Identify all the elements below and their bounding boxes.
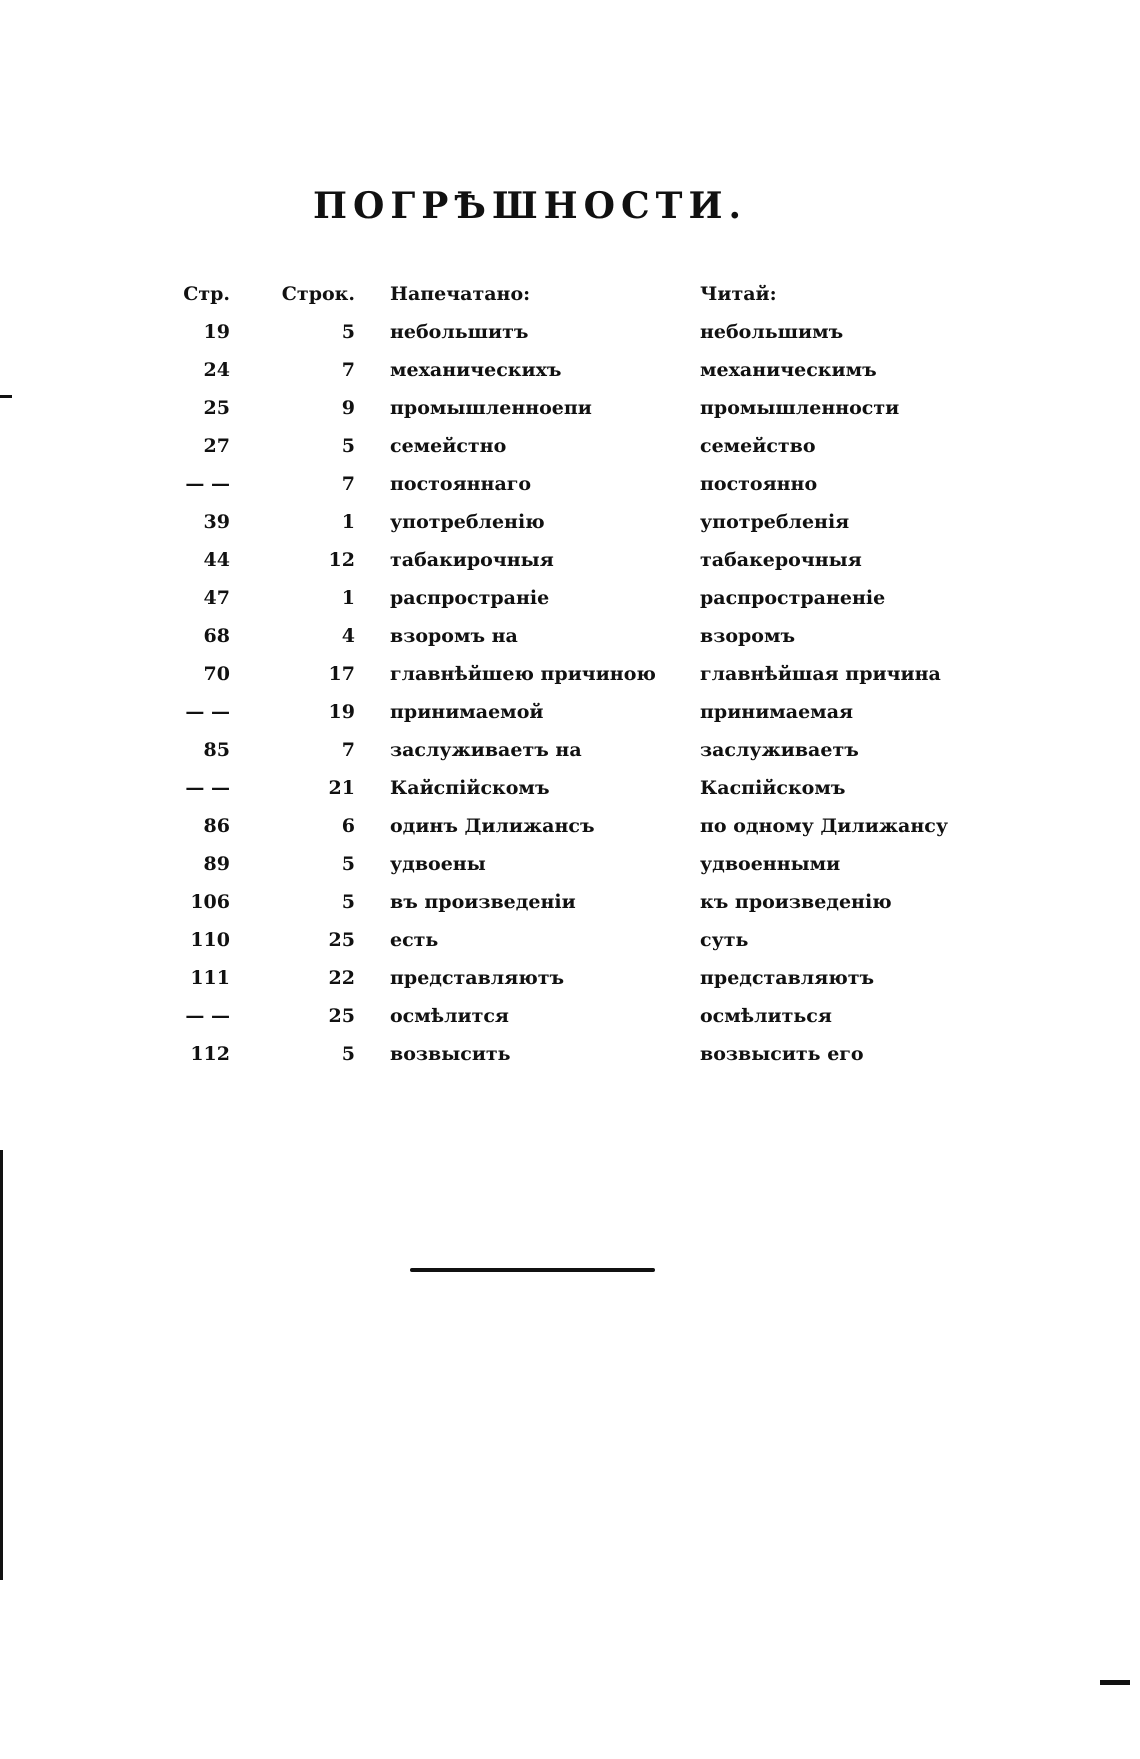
column-header-line: Строк. <box>281 283 355 305</box>
errata-page-cell: 110 <box>190 929 230 951</box>
errata-row <box>150 731 980 769</box>
errata-read-cell: по одному Дилижансу <box>700 815 949 837</box>
end-rule-divider <box>410 1268 655 1272</box>
errata-page-cell: 70 <box>203 663 230 685</box>
errata-page-cell: 24 <box>203 359 230 381</box>
errata-row <box>150 389 980 427</box>
errata-page-cell: — — <box>185 473 230 495</box>
errata-line-cell: 19 <box>328 701 355 723</box>
errata-line-cell: 12 <box>328 549 355 571</box>
column-header-printed: Напечатано: <box>390 283 531 305</box>
errata-row <box>150 351 980 389</box>
errata-page-cell: 85 <box>203 739 230 761</box>
errata-page-cell: 112 <box>190 1043 230 1065</box>
errata-printed-cell: семейстно <box>390 435 507 457</box>
errata-row <box>150 769 980 807</box>
scan-edge-mark <box>0 395 12 398</box>
errata-row <box>150 579 980 617</box>
errata-read-cell: къ произведенію <box>700 891 892 913</box>
errata-page-cell: 111 <box>190 967 230 989</box>
errata-line-cell: 25 <box>328 929 355 951</box>
errata-printed-cell: представляютъ <box>390 967 565 989</box>
errata-line-cell: 1 <box>341 511 355 533</box>
errata-line-cell: 7 <box>341 473 355 495</box>
errata-header-row <box>150 275 980 313</box>
errata-read-cell: заслуживаетъ <box>700 739 859 761</box>
errata-row <box>150 313 980 351</box>
errata-line-cell: 22 <box>328 967 355 989</box>
errata-page-cell: 47 <box>203 587 230 609</box>
errata-printed-cell: возвысить <box>390 1043 511 1065</box>
errata-line-cell: 1 <box>341 587 355 609</box>
errata-read-cell: осмѣлиться <box>700 1005 832 1027</box>
errata-read-cell: распространеніе <box>700 587 886 609</box>
errata-read-cell: возвысить его <box>700 1043 864 1065</box>
errata-line-cell: 5 <box>341 891 355 913</box>
errata-page-cell: 89 <box>203 853 230 875</box>
errata-table <box>150 275 980 1073</box>
errata-read-cell: семейство <box>700 435 816 457</box>
page-title: ПОГРѢШНОСТИ. <box>313 185 747 227</box>
errata-line-cell: 5 <box>341 321 355 343</box>
errata-printed-cell: небольшитъ <box>390 321 529 343</box>
errata-printed-cell: въ произведеніи <box>390 891 576 913</box>
errata-line-cell: 5 <box>341 853 355 875</box>
errata-line-cell: 5 <box>341 435 355 457</box>
errata-page-cell: — — <box>185 701 230 723</box>
errata-row <box>150 617 980 655</box>
errata-page-cell: 86 <box>203 815 230 837</box>
errata-printed-cell: механическихъ <box>390 359 562 381</box>
errata-row <box>150 503 980 541</box>
errata-printed-cell: Кайспійскомъ <box>390 777 550 799</box>
scan-edge-mark <box>1100 1680 1130 1685</box>
errata-printed-cell: распространіе <box>390 587 550 609</box>
errata-read-cell: употребленія <box>700 511 850 533</box>
errata-printed-cell: заслуживаетъ на <box>390 739 582 761</box>
errata-printed-cell: главнѣйшею причиною <box>390 663 656 685</box>
errata-row <box>150 959 980 997</box>
errata-page-cell: 68 <box>203 625 230 647</box>
errata-read-cell: взоромъ <box>700 625 796 647</box>
errata-read-cell: механическимъ <box>700 359 877 381</box>
errata-printed-cell: осмѣлится <box>390 1005 509 1027</box>
errata-line-cell: 9 <box>341 397 355 419</box>
errata-line-cell: 21 <box>328 777 355 799</box>
errata-printed-cell: удвоены <box>390 853 486 875</box>
errata-body <box>150 313 980 1073</box>
errata-read-cell: небольшимъ <box>700 321 844 343</box>
errata-row <box>150 465 980 503</box>
errata-page-cell: 44 <box>203 549 230 571</box>
errata-row <box>150 655 980 693</box>
errata-row <box>150 427 980 465</box>
errata-printed-cell: постояннаго <box>390 473 532 495</box>
errata-row <box>150 845 980 883</box>
errata-row <box>150 997 980 1035</box>
errata-row <box>150 1035 980 1073</box>
errata-line-cell: 6 <box>341 815 355 837</box>
errata-read-cell: удвоенными <box>700 853 841 875</box>
errata-printed-cell: взоромъ на <box>390 625 518 647</box>
errata-read-cell: принимаемая <box>700 701 854 723</box>
errata-read-cell: табакерочныя <box>700 549 862 571</box>
errata-page-cell: — — <box>185 1005 230 1027</box>
errata-read-cell: промышленности <box>700 397 900 419</box>
errata-read-cell: представляютъ <box>700 967 875 989</box>
errata-row <box>150 693 980 731</box>
errata-page-cell: 39 <box>203 511 230 533</box>
errata-printed-cell: употребленію <box>390 511 545 533</box>
errata-read-cell: суть <box>700 929 749 951</box>
errata-printed-cell: промышленноепи <box>390 397 592 419</box>
errata-row <box>150 541 980 579</box>
errata-page-cell: 19 <box>203 321 230 343</box>
column-header-page: Стр. <box>183 283 230 305</box>
errata-line-cell: 17 <box>328 663 355 685</box>
errata-read-cell: Каспійскомъ <box>700 777 846 799</box>
errata-printed-cell: принимаемой <box>390 701 544 723</box>
errata-read-cell: постоянно <box>700 473 818 495</box>
errata-printed-cell: есть <box>390 929 439 951</box>
column-header-read: Читай: <box>700 283 777 305</box>
errata-page-cell: — — <box>185 777 230 799</box>
errata-printed-cell: табакирочныя <box>390 549 554 571</box>
errata-line-cell: 5 <box>341 1043 355 1065</box>
errata-row <box>150 883 980 921</box>
errata-page-cell: 27 <box>203 435 230 457</box>
errata-row <box>150 921 980 959</box>
errata-line-cell: 4 <box>341 625 355 647</box>
errata-line-cell: 7 <box>341 359 355 381</box>
scan-edge-mark <box>0 1150 3 1580</box>
errata-row <box>150 807 980 845</box>
errata-line-cell: 7 <box>341 739 355 761</box>
errata-line-cell: 25 <box>328 1005 355 1027</box>
errata-read-cell: главнѣйшая причина <box>700 663 941 685</box>
errata-printed-cell: одинъ Дилижансъ <box>390 815 595 837</box>
errata-page-cell: 106 <box>190 891 230 913</box>
errata-page-cell: 25 <box>203 397 230 419</box>
